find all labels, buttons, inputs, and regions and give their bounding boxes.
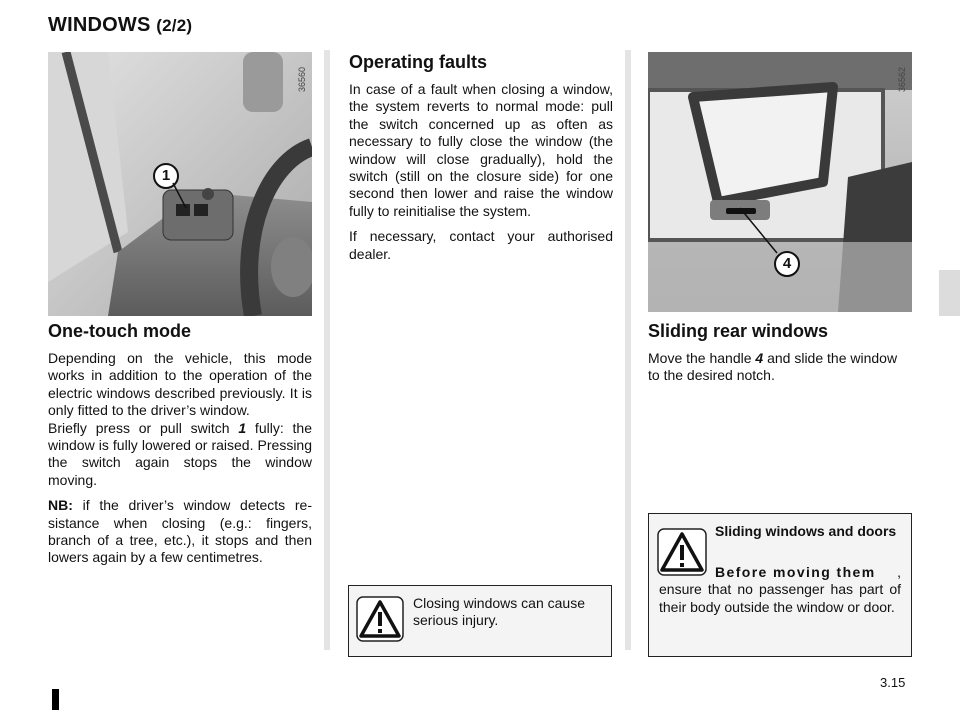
column-divider-right <box>625 50 631 650</box>
column-divider-left <box>324 50 330 650</box>
switch-number: 1 <box>238 419 247 436</box>
para2-text-a: Briefly press or pull switch <box>48 419 239 436</box>
warning-box-sliding <box>648 513 912 657</box>
faults-body <box>349 81 613 263</box>
photo-code-right: 36562 <box>897 66 907 92</box>
callout-4: 4 <box>774 251 800 277</box>
warning-box-closing <box>348 585 612 657</box>
sliding-text-b: and slide the window to the desired notch. <box>648 350 898 384</box>
one-touch-para1: Depending on the vehicle, this mode works in addition to the operation of the electric windows described previously. It is only fitted to the driver’s window. <box>48 350 312 419</box>
edge-marker <box>52 689 59 710</box>
sliding-heading: Sliding rear windows <box>648 321 829 341</box>
faults-para2: If necessary, contact your authorised dealer. <box>349 228 613 262</box>
warning-sliding-title: Sliding windows and doors <box>715 523 897 539</box>
photo-code-left: 36560 <box>297 66 307 92</box>
callout-1: 1 <box>153 163 179 189</box>
nb-note <box>48 497 312 567</box>
sliding-text-a: Move the handle <box>648 350 756 366</box>
warning-sliding-rest: , ensure that no passenger has part of their body outside the window or door. <box>659 564 901 615</box>
sliding-body <box>648 350 912 385</box>
chapter-tab <box>939 270 960 316</box>
warning-sliding-bold: Before moving them <box>715 564 876 580</box>
callout-1-leader <box>170 180 210 220</box>
warning-sliding-body <box>659 564 901 616</box>
handle-number: 4 <box>755 350 764 366</box>
nb-label: NB: <box>48 497 73 514</box>
faults-heading: Operating faults <box>349 52 488 72</box>
one-touch-body <box>48 350 312 567</box>
warning-triangle-icon <box>356 596 404 642</box>
title-subtitle: (2/2) <box>156 16 193 35</box>
one-touch-section <box>48 321 312 575</box>
title-main: WINDOWS <box>48 14 151 36</box>
warning-closing-text: Closing windows can cause serious injury. <box>413 595 585 629</box>
page-number: 3.15 <box>880 675 906 690</box>
faults-para1: In case of a fault when closing a window, the system reverts to normal mode: pull the switch concerned up as often as necessary to fully close the window (the window will close gradually), hold the switch (still on the closure side) for one second then lower and raise the window fully to reinitialise the system. <box>349 81 613 219</box>
para2-text-b: fully: the window is fully lowered or raised. Pressing the switch again stops the window moving. <box>48 419 312 488</box>
one-touch-heading: One-touch mode <box>48 321 191 341</box>
one-touch-para2 <box>48 420 312 490</box>
page-title <box>48 14 192 37</box>
faults-section <box>349 52 613 271</box>
nb-text: if the driver’s window detects re-sistance when closing (e.g.: fingers, branch of a tree, etc.), it stops and then lowers again by a few centimetres. <box>48 497 312 566</box>
sliding-section <box>648 321 912 385</box>
